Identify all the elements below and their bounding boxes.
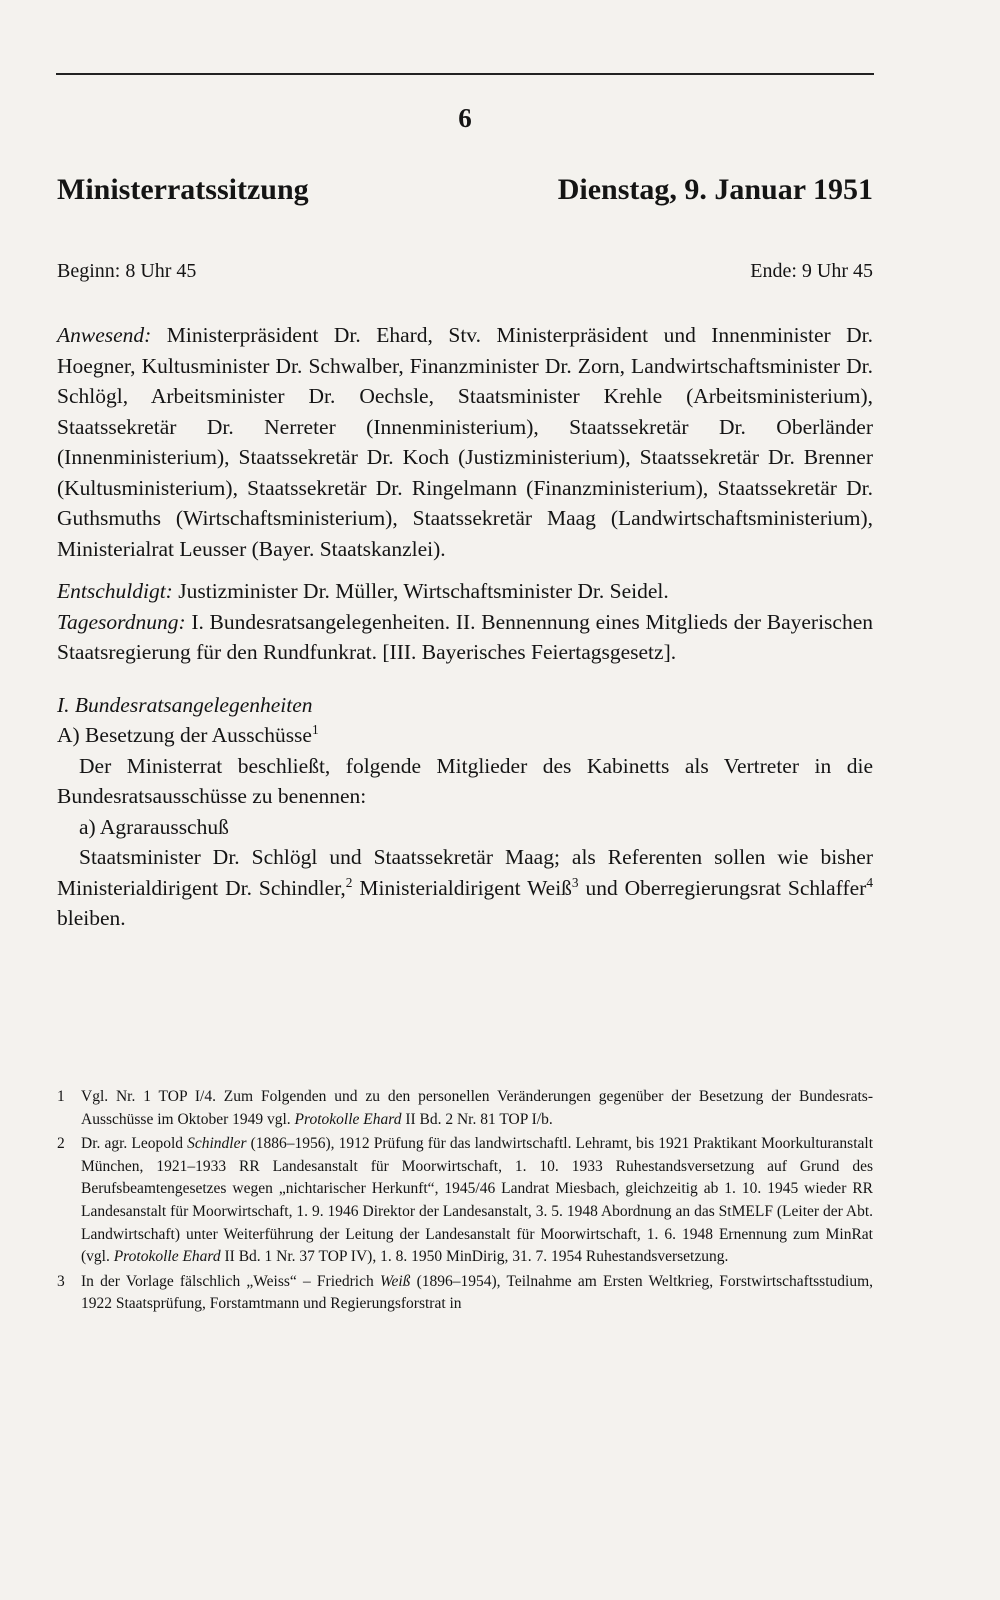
document-number: 6 xyxy=(458,103,472,133)
start-time: Beginn: 8 Uhr 45 xyxy=(57,260,197,282)
excused-paragraph xyxy=(57,576,873,607)
attendees-label: Anwesend: xyxy=(57,323,152,347)
footnote-number: 3 xyxy=(57,1272,65,1290)
footnote-ref[interactable]: 3 xyxy=(571,874,579,890)
attendees-paragraph xyxy=(57,320,873,564)
title-row xyxy=(57,172,873,208)
footnote-2: 2 Dr. agr. Leopold Schindler (1886–1956), 1912 Prüfung für das landwirtschaftl. Lehramt, bis 1921 Praktikant Moorkulturanstalt München, 1921–1933 RR Landesanstalt für Moorwirtschaft, 1. 10. 1933 Ruhestandsversetzung auf Grund des Berufsbeamtengesetzes wegen „nichtarischer Herkunft“, 1945/46 Landrat Miesbach, gleichzeitig ab 1. 10. 1945 wieder RR Landesanstalt für Moorwirtschaft, 1. 9. 1946 Direktor der Landesanstalt, 3. 5. 1948 Abordnung an das StMELF (Leiter der Abt. Landwirtschaft) unter Weiterführung der Leitung der Landesanstalt für Moorwirtschaft, 1. 6. 1948 Ernennung zum MinRat (vgl. Protokolle Ehard II Bd. 1 Nr. 37 TOP IV), 1. 8. 1950 MinDirig, 31. 7. 1954 Ruhestandsversetzung. xyxy=(57,1135,873,1266)
footnotes xyxy=(57,1086,873,1318)
main-text xyxy=(57,320,873,934)
footnote-ref[interactable]: 1 xyxy=(311,721,319,737)
footnote-number: 2 xyxy=(57,1135,65,1153)
excused-label: Entschuldigt: xyxy=(57,579,173,603)
agenda-text: I. Bundesratsangelegenheiten. II. Bennennung eines Mitglieds der Bayerischen Staatsregierung für den Rundfunkrat. [III. Bayerisches Feiertagsgesetz]. xyxy=(57,609,874,664)
excused-text: Justizminister Dr. Müller, Wirtschaftsminister Dr. Seidel. xyxy=(178,579,669,603)
end-time: Ende: 9 Uhr 45 xyxy=(750,260,873,282)
footnote-ref[interactable]: 2 xyxy=(345,874,353,890)
resolution-paragraph: Der Ministerrat beschließt, folgende Mitglieder des Kabinetts als Vertreter in die Bundesratsausschüsse zu benennen: xyxy=(57,753,873,808)
page-title: Ministerratssitzung xyxy=(57,173,309,206)
footnote-number: 1 xyxy=(57,1088,65,1105)
section-heading: I. Bundesratsangelegenheiten xyxy=(57,692,313,717)
header-rule xyxy=(56,73,874,75)
subsection-heading: A) Besetzung der Ausschüsse$^1$ xyxy=(57,721,319,747)
agenda-paragraph xyxy=(57,607,873,668)
time-row xyxy=(57,258,873,284)
footnote-1: 1 Vgl. Nr. 1 TOP I/4. Zum Folgenden und zu den personellen Veränderungen gegenüber der Besetzung der Bundesrats-Ausschüsse im Oktober 1949 vgl. Protokolle Ehard II Bd. 2 Nr. 81 TOP I/b. xyxy=(57,1088,873,1128)
attendees-text: Ministerpräsident Dr. Ehard, Stv. Ministerpräsident und Innenminister Dr. Hoegner, Kultusminister Dr. Schwalber, Finanzminister Dr. Zorn, Landwirtschaftsminister Dr. Schlögl, Arbeitsminister Dr. Oechsle, Staatsminister Krehle (Arbeitsministerium), Staatssekretär Dr. Nerreter (Innenministerium), Staatssekretär Dr. Oberländer (Innenministerium), Staatssekretär Dr. Koch (Justizministerium), Staatssekretär Dr. Brenner (Kultusministerium), Staatssekretär Dr. Ringelmann (Finanzministerium), Staatssekretär Dr. Guthsmuths (Wirtschaftsministerium), Staatssekretär Maag (Landwirtschaftsministerium), Ministerialrat Leusser (Bayer. Staatskanzlei). xyxy=(57,323,874,561)
footnote-3: 3 In der Vorlage fälschlich „Weiss“ – Friedrich Weiß (1896–1954), Teilnahme am Ersten Weltkrieg, Forstwirtschaftsstudium, 1922 Staatsprüfung, Forstamtmann und Regierungsforstrat in xyxy=(57,1272,873,1313)
meeting-date: Dienstag, 9. Januar 1951 xyxy=(557,173,873,206)
footnote-ref[interactable]: 4 xyxy=(866,874,873,890)
agenda-label: Tagesordnung: xyxy=(57,609,186,634)
committee-members-paragraph: Staatsminister Dr. Schlögl und Staatssekretär Maag; als Referenten sollen wie bisher Ministerialdirigent Dr. Schindler,$^2$ Ministerialdirigent Weiß$^3$ und Oberregierungsrat Schlaffer$^4$ bleiben. xyxy=(57,845,873,930)
committee-item: a) Agrarausschuß xyxy=(79,814,229,839)
